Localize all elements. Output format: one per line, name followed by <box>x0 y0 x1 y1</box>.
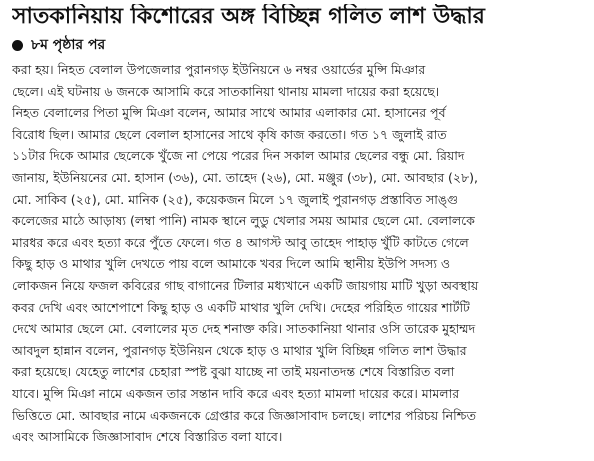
body-line: কলেজের মাঠে আড়াষ্য (লম্বা পানি) নামক স্থানে লুডু খেলার সময় আমার ছেলে মো. বেলালকে <box>12 213 475 229</box>
body-line: জানায়, ইউনিয়নের মো. হাসান (৩৬), মো. তাহেদ (২৬), মো. মঞ্জুর (৩৮), মো. আবছার (২৮), <box>12 169 479 185</box>
body-line: যাবে। মুন্সি মিঞা নামে একজন তার সন্তান দাবি করে এবং হত্যা মামলা দায়ের করে। মামলার <box>12 385 460 401</box>
body-line: করা হয়। নিহত বেলাল উপজেলার পুরানগড় ইউনিয়নে ৬ নম্বর ওয়ার্ডের মুন্সি মিঞার <box>12 62 426 77</box>
body-line: নিহত বেলালের পিতা মুন্সি মিঞা বলেন, আমার সাথে আমার এলাকার মো. হাসানের পূর্ব <box>12 105 446 121</box>
bullet-icon <box>12 40 23 51</box>
body-line: ভিত্তিতে মো. আবছার নামে একজনকে গ্রেপ্তার করে জিজ্ঞাসাবাদ চলছে। লাশের পরিচয় নিশ্চিত <box>12 407 477 423</box>
body-line: কবর দেখি এবং আশেপাশে কিছু হাড় ও একটি মাথার খুলি দেখি। দেহের পরিহিত গায়ের শার্টটি <box>12 299 470 315</box>
body-line: কিছু হাড় ও মাথার খুলি দেখতে পায় বলে আমাকে খবর দিলে আমি স্থানীয় ইউপি সদস্য ও <box>12 256 451 272</box>
body-line: আবদুল হান্নান বলেন, পুরানগড় ইউনিয়ন থেকে হাড় ও মাথার খুলি বিচ্ছিন্ন গলিত লাশ উদ্ধার <box>12 342 467 358</box>
body-line: এবং আসামিকে জিজ্ঞাসাবাদ শেষে বিস্তারিত বলা যাবে। <box>12 429 283 445</box>
body-line: ছেলে। এই ঘটনায় ৬ জনকে আসামি করে সাতকানিয়া থানায় মামলা দায়ের করা হয়েছে। <box>12 83 440 99</box>
continued-from-label: ৮ম পৃষ্ঠার পর <box>31 37 106 53</box>
article-body <box>12 59 584 448</box>
continuation-marker <box>12 36 584 54</box>
body-line: মো. সাকিব (২৫), মো. মানিক (২৫), কয়েকজন মিলে ১৭ জুলাই পুরানগড় প্রস্তাবিত সাঙ্গু <box>12 191 459 207</box>
body-line: মারধর করে এবং হত্যা করে পুঁতে ফেলে। গত ৪ আগস্ট আবু তাহেদ পাহাড় খুঁটি কাটতে গেলে <box>12 234 469 250</box>
body-line: দেখে আমার ছেলে মো. বেলালের মৃত দেহ শনাক্ত করি। সাতকানিয়া থানার ওসি তারেক মুহাম্মদ <box>12 321 476 337</box>
headline: সাতকানিয়ায় কিশোরের অঙ্গ বিচ্ছিন্ন গলিত লাশ উদ্ধার <box>12 4 485 29</box>
body-line: বিরোধ ছিল। আমার ছেলে বেলাল হাসানের সাথে কৃষি কাজ করতো। গত ১৭ জুলাই রাত <box>12 126 447 142</box>
body-line: ১১টার দিকে আমার ছেলেকে খুঁজে না পেয়ে পরের দিন সকাল আমার ছেলের বন্ধু মো. রিয়াদ <box>12 148 465 164</box>
body-line: লোকজন নিয়ে ফজল কবিরের গাছ বাগানের টিলার মধ্যখানে একটি জায়গায় মাটি খুড়া অবস্থায় <box>12 277 479 293</box>
body-line: করা হয়েছে। যেহেতু লাশের চেহারা স্পষ্ট বুঝা যাচ্ছে না তাই ময়নাতদন্ত শেষে বিস্তারিত বলা <box>12 364 455 380</box>
